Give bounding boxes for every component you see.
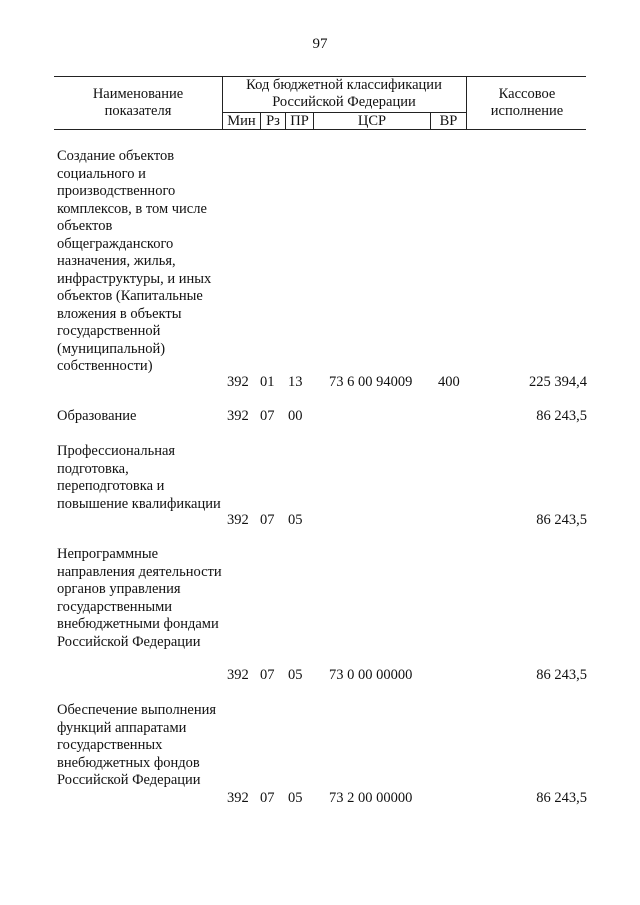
row-csr: 73 2 00 00000 <box>329 790 413 806</box>
row-min: 392 <box>227 790 249 806</box>
row-amount: 225 394,4 <box>529 374 587 390</box>
header-csr-label: ЦСР <box>357 113 387 129</box>
row-name: Профессиональная подготовка, переподготовка и повышение квалификации <box>57 443 221 512</box>
table-row <box>57 546 587 686</box>
table-row <box>57 702 587 812</box>
row-rz: 07 <box>260 667 275 683</box>
row-rz: 07 <box>260 512 275 528</box>
row-amount: 86 243,5 <box>536 408 587 424</box>
header-amount-label: Кассовое исполнение <box>490 86 564 119</box>
header-min-label: Мин <box>227 113 256 129</box>
row-rz: 07 <box>260 790 275 806</box>
row-min: 392 <box>227 374 249 390</box>
header-rz-label: Рз <box>266 113 280 129</box>
table-row <box>57 148 587 393</box>
page-number: 97 <box>312 36 328 52</box>
row-pr: 13 <box>288 374 303 390</box>
row-vr: 400 <box>438 374 460 390</box>
row-name: Создание объектов социального и производственного комплексов, в том числе объектов общегражданского назначения, жилья, инфраструктуры, и иных объектов (Капитальные вложения в объекты государственной (муниципальной) собственности) <box>57 148 212 374</box>
row-amount: 86 243,5 <box>536 667 587 683</box>
row-amount: 86 243,5 <box>536 512 587 528</box>
row-pr: 05 <box>288 512 303 528</box>
row-csr: 73 0 00 00000 <box>329 667 413 683</box>
row-name: Образование <box>57 408 137 424</box>
row-rz: 01 <box>260 374 275 390</box>
header-code-group-label: Код бюджетной классификации Российской Федерации <box>246 77 442 110</box>
row-pr: 05 <box>288 790 303 806</box>
header-vr-label: ВР <box>439 113 458 129</box>
row-min: 392 <box>227 667 249 683</box>
table-header <box>54 76 586 130</box>
row-pr: 00 <box>288 408 303 424</box>
row-amount: 86 243,5 <box>536 790 587 806</box>
header-name-label: Наименование показателя <box>92 86 184 119</box>
header-pr-label: ПР <box>290 113 309 129</box>
row-name: Непрограммные направления деятельности органов управления государственными внебюджетными фондами Российской Федерации <box>57 546 222 650</box>
row-pr: 05 <box>288 667 303 683</box>
row-rz: 07 <box>260 408 275 424</box>
row-min: 392 <box>227 512 249 528</box>
table-row <box>57 443 587 533</box>
header-divider <box>466 76 467 130</box>
row-min: 392 <box>227 408 249 424</box>
row-csr: 73 6 00 94009 <box>329 374 413 390</box>
table-row <box>57 408 587 428</box>
row-name: Обеспечение выполнения функций аппаратами государственных внебюджетных фондов Российской Федерации <box>57 702 217 788</box>
